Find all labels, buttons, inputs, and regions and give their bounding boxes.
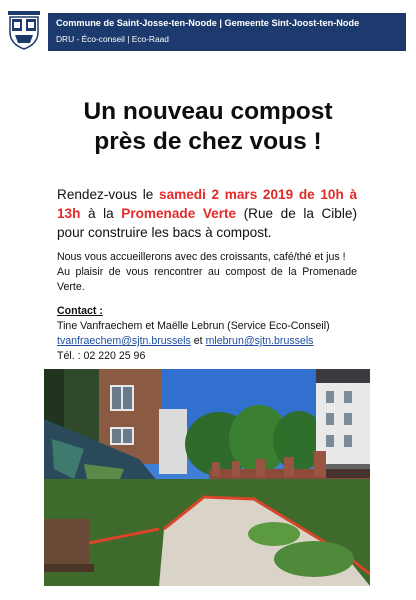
contact-heading: Contact : (57, 305, 103, 317)
email-link-1[interactable]: tvanfraechem@sjtn.brussels (57, 335, 191, 347)
invite-text-1: Rendez-vous le (57, 187, 160, 202)
department-name: DRU - Éco-conseil | Eco-Raad (56, 34, 169, 44)
email-link-2[interactable]: mlebrun@sjtn.brussels (205, 335, 314, 347)
crest-logo (7, 10, 41, 50)
contact-emails (57, 334, 367, 349)
municipality-name: Commune de Saint-Josse-ten-Noode | Gemeente Sint-Joost-ten-Node (56, 18, 360, 28)
contact-block (57, 304, 367, 364)
header-banner (48, 13, 406, 51)
welcome-line-2: Au plaisir de vous rencontrer au compost de la Promenade Verte. (57, 266, 357, 293)
welcome-text (57, 250, 357, 295)
header (0, 10, 416, 52)
contact-names: Tine Vanfraechem et Maëlle Lebrun (Service Eco-Conseil) (57, 320, 330, 332)
email-separator: et (190, 335, 206, 347)
page-title (0, 97, 416, 157)
promenade-photo (44, 369, 370, 586)
title-line-2: près de chez vous ! (94, 128, 322, 155)
contact-phone: Tél. : 02 220 25 96 (57, 350, 146, 362)
invite-text-3: (Rue de la Cible) pour construire les bacs à compost. (57, 206, 357, 240)
event-date: samedi 2 mars 2019 de 10h à 13h (57, 187, 358, 221)
invite-text-2: à la (80, 206, 122, 221)
title-line-1: Un nouveau compost (83, 98, 333, 125)
invitation-text (57, 185, 357, 242)
event-place: Promenade Verte (121, 206, 237, 221)
welcome-line-1: Nous vous accueillerons avec des croissants, café/thé et jus ! (57, 251, 346, 263)
